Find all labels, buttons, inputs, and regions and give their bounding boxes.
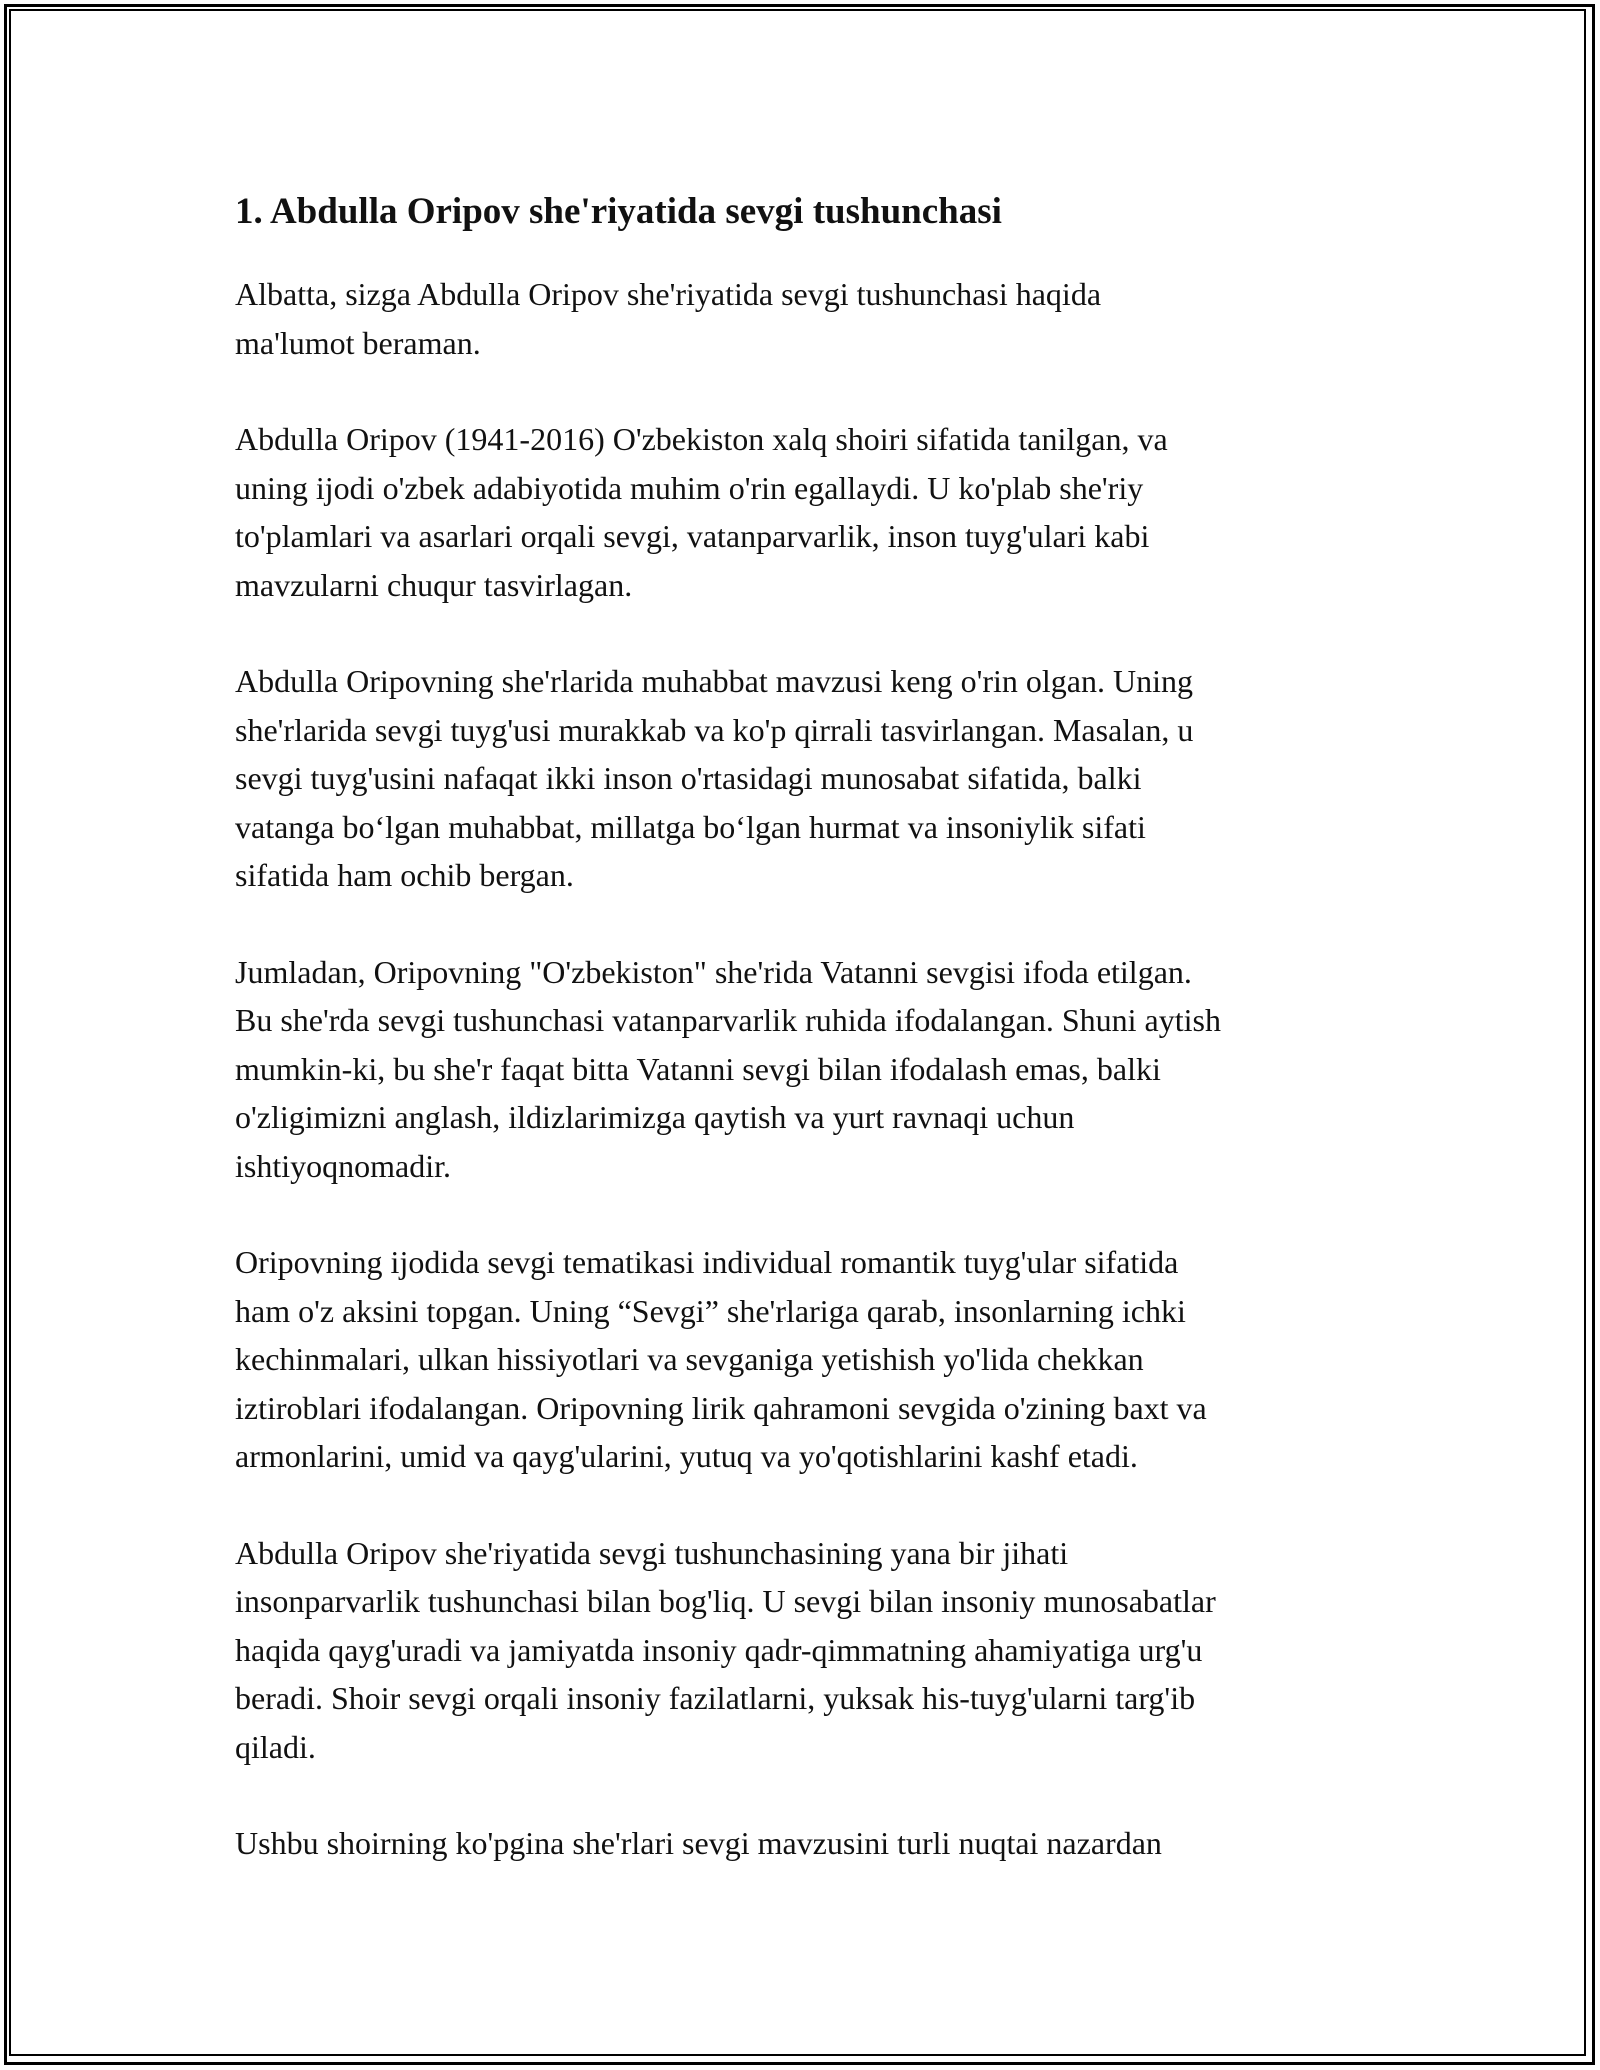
paragraph-line: ishtiyoqnomadir. bbox=[235, 1147, 451, 1184]
document-title: 1. Abdulla Oripov she'riyatida sevgi tushunchasi bbox=[235, 191, 1002, 232]
paragraph-line: she'rlarida sevgi tuyg'usi murakkab va ko'p qirrali tasvirlangan. Masalan, u bbox=[235, 711, 1194, 748]
paragraph-line: Jumladan, Oripovning "O'zbekiston" she'rida Vatanni sevgisi ifoda etilgan. bbox=[235, 953, 1192, 990]
paragraph-line: insonparvarlik tushunchasi bilan bog'liq. U sevgi bilan insoniy munosabatlar bbox=[235, 1583, 1216, 1619]
paragraph-line: qiladi. bbox=[235, 1728, 316, 1765]
paragraph-line: haqida qayg'uradi va jamiyatda insoniy qadr-qimmatning ahamiyatiga urg'u bbox=[235, 1631, 1203, 1668]
paragraph-line: sifatida ham ochib bergan. bbox=[235, 857, 574, 893]
paragraph-line: Ushbu shoirning ko'pgina she'rlari sevgi mavzusini turli nuqtai nazardan bbox=[235, 1825, 1162, 1861]
paragraph-line: Oripovning ijodida sevgi tematikasi individual romantik tuyg'ular sifatida bbox=[235, 1244, 1179, 1280]
paragraph-line: to'plamlari va asarlari orqali sevgi, vatanparvarlik, inson tuyg'ulari kabi bbox=[235, 518, 1150, 554]
paragraph-line: o'zligimizni anglash, ildizlarimizga qaytish va yurt ravnaqi uchun bbox=[235, 1099, 1075, 1135]
paragraph-romantic-feelings bbox=[235, 1238, 1370, 1481]
paragraph-line: Abdulla Oripovning she'rlarida muhabbat mavzusi keng o'rin olgan. Uning bbox=[235, 663, 1193, 699]
paragraph-closing bbox=[235, 1819, 1370, 1868]
paragraph-line: uning ijodi o'zbek adabiyotida muhim o'rin egallaydi. U ko'plab she'riy bbox=[235, 469, 1144, 506]
paragraph-humanism bbox=[235, 1529, 1370, 1772]
paragraph-line: mavzularni chuqur tasvirlagan. bbox=[235, 566, 633, 603]
paragraph-biography bbox=[235, 415, 1370, 609]
paragraph-intro bbox=[235, 270, 1370, 367]
paragraph-line: mumkin-ki, bu she'r faqat bitta Vatanni sevgi bilan ifodalash emas, balki bbox=[235, 1050, 1161, 1087]
paragraph-line: Abdulla Oripov she'riyatida sevgi tushunchasining yana bir jihati bbox=[235, 1534, 1069, 1571]
paragraph-uzbekistan-poem bbox=[235, 948, 1370, 1191]
paragraph-line: kechinmalari, ulkan hissiyotlari va sevganiga yetishish yo'lida chekkan bbox=[235, 1341, 1144, 1377]
paragraph-line: ma'lumot beraman. bbox=[235, 324, 481, 361]
document-body bbox=[235, 188, 1370, 1916]
paragraph-line: Bu she'rda sevgi tushunchasi vatanparvarlik ruhida ifodalangan. Shuni aytish bbox=[235, 1002, 1221, 1038]
paragraph-line: vatanga bo‘lgan muhabbat, millatga bo‘lgan hurmat va insoniylik sifati bbox=[235, 808, 1146, 845]
paragraph-line: armonlarini, umid va qayg'ularini, yutuq va yo'qotishlarini kashf etadi. bbox=[235, 1438, 1138, 1474]
paragraph-line: Abdulla Oripov (1941-2016) O'zbekiston xalq shoiri sifatida tanilgan, va bbox=[235, 421, 1168, 457]
paragraph-line: ham o'z aksini topgan. Uning “Sevgi” she'rlariga qarab, insonlarning ichki bbox=[235, 1292, 1186, 1329]
paragraph-love-theme bbox=[235, 657, 1370, 900]
paragraph-line: Albatta, sizga Abdulla Oripov she'riyatida sevgi tushunchasi haqida bbox=[235, 276, 1102, 312]
paragraph-line: beradi. Shoir sevgi orqali insoniy fazilatlarni, yuksak his-tuyg'ularni targ'ib bbox=[235, 1680, 1196, 1716]
paragraph-line: iztiroblari ifodalangan. Oripovning lirik qahramoni sevgida o'zining baxt va bbox=[235, 1389, 1207, 1426]
paragraph-line: sevgi tuyg'usini nafaqat ikki inson o'rtasidagi munosabat sifatida, balki bbox=[235, 760, 1142, 796]
